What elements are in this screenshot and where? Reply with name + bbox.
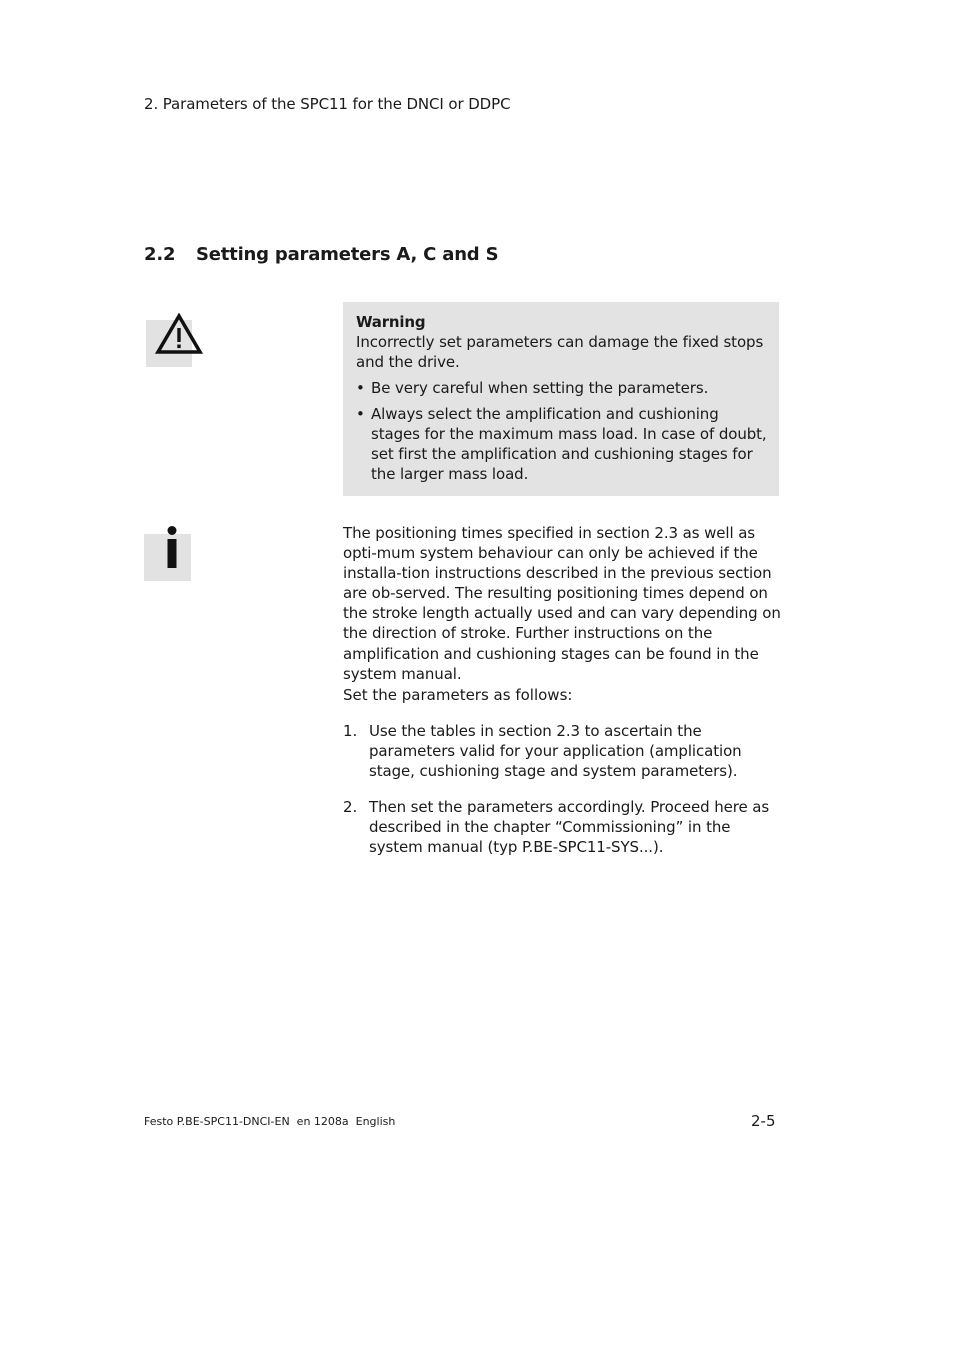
step-text: Use the tables in section 2.3 to ascertain the parameters valid for your application (amplication stage, cushioning stage and system parameters).: [369, 722, 742, 780]
step-text: Then set the parameters accordingly. Proceed here as described in the chapter “Commissioning” in the system manual (typ P.BE-SPC11-SYS...).: [369, 798, 770, 856]
procedure-steps: [343, 721, 783, 873]
procedure-intro: Set the parameters as follows:: [343, 686, 573, 704]
section-title: Setting parameters A, C and S: [196, 244, 499, 265]
warning-text: Incorrectly set parameters can damage the fixed stops and the drive.: [356, 333, 764, 371]
warning-bullet-list: [356, 378, 769, 484]
warning-bullet: • Be very careful when setting the parameters.: [356, 379, 709, 397]
bullet-dot: •: [356, 379, 365, 397]
step-number: 2.: [343, 798, 358, 816]
footer-document-id: Festo P.BE-SPC11-DNCI-EN en 1208a English: [144, 1115, 396, 1128]
step-number: 1.: [343, 722, 358, 740]
warning-title: Warning: [356, 313, 426, 331]
warning-bullet: • Always select the amplification and cushioning stages for the maximum mass load. In case of doubt, set first the amplification and cushioning stages for the larger mass load.: [356, 405, 767, 483]
warning-icon-box: [146, 320, 192, 367]
section-number: 2.2: [144, 244, 176, 265]
bullet-dot: •: [356, 405, 365, 423]
warning-box: [343, 302, 779, 496]
section-heading: [144, 242, 498, 268]
info-icon-box: [144, 534, 191, 581]
procedure-step: [343, 721, 783, 781]
running-header: 2. Parameters of the SPC11 for the DNCI or DDPC: [144, 95, 511, 113]
info-paragraph: The positioning times specified in section 2.3 as well as opti-mum system behaviour can only be achieved if the installa-tion instructions described in the previous section are ob-served. The resulting positioning times depend on the stroke length actually used and can vary depending on the direction of stroke. Further instructions on the amplification and cushioning stages can be found in the system manual.: [343, 524, 781, 683]
procedure-step: [343, 797, 783, 857]
warning-triangle-icon: [155, 313, 203, 355]
info-icon: [166, 526, 178, 570]
page-number: 2-5: [751, 1112, 776, 1130]
